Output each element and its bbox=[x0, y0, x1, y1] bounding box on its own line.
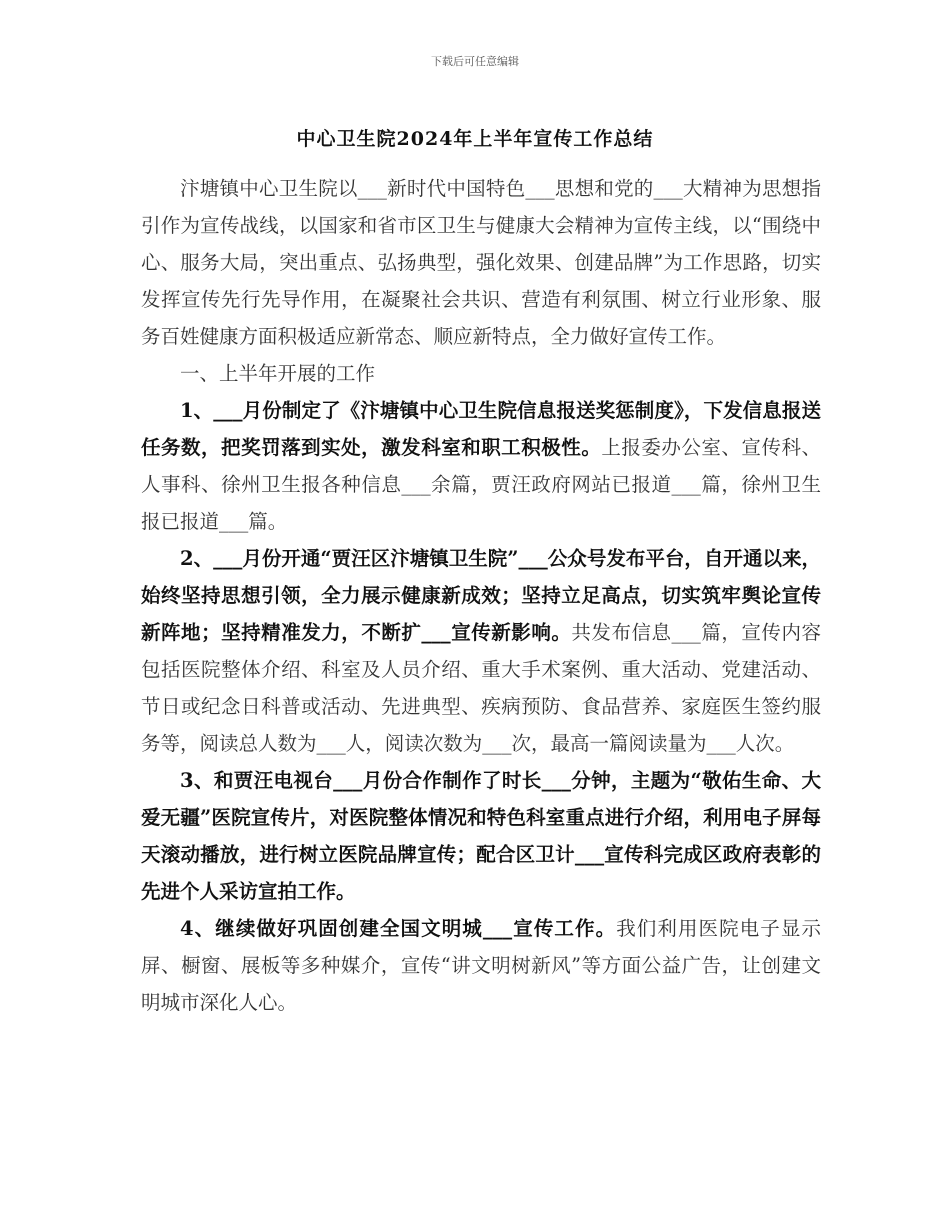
paragraph-intro bbox=[141, 170, 821, 355]
item-1-bold-text: 1、___月份制定了《汴塘镇中心卫生院信息报送奖惩制度》，下发信息报送任务数，把奖罚落到实处，激发科室和职工积极性。 bbox=[141, 399, 821, 459]
paragraph-item-3 bbox=[141, 762, 821, 910]
intro-text: 汴塘镇中心卫生院以___新时代中国特色___思想和党的___大精神为思想指引作为宣传战线，以国家和省市区卫生与健康大会精神为宣传主线，以“围绕中心、服务大局，突出重点、弘扬典型，强化效果、创建品牌”为工作思路，切实发挥宣传先行先导作用，在凝聚社会共识、营造有利氛围、树立行业形象、服务百姓健康方面积极适应新常态、顺应新特点，全力做好宣传工作。 bbox=[141, 177, 821, 348]
section-heading bbox=[141, 355, 821, 392]
section-heading-text: 一、上半年开展的工作 bbox=[180, 362, 376, 385]
item-3-bold-text: 3、和贾汪电视台___月份合作制作了时长___分钟，主题为“敬佑生命、大爱无疆”医院宣传片，对医院整体情况和特色科室重点进行介绍，利用电子屏每天滚动播放，进行树立医院品牌宣传；配合区卫计___宣传科完成区政府表彰的先进个人采访宣拍工作。 bbox=[141, 769, 821, 903]
document-body bbox=[141, 170, 821, 1021]
item-1-normal-text: 上报委办公室、宣传科、人事科、徐州卫生报各种信息___余篇，贾汪政府网站已报道___篇，徐州卫生报已报道___篇。 bbox=[141, 436, 821, 533]
page-header: 下载后可任意编辑 bbox=[431, 55, 519, 68]
paragraph-item-2 bbox=[141, 540, 821, 762]
item-4-normal-text: 我们利用医院电子显示屏、橱窗、展板等多种媒介，宣传“讲文明树新风”等方面公益广告，让创建文明城市深化人心。 bbox=[141, 917, 821, 1014]
item-2-bold-text: 2、___月份开通“贾汪区汴塘镇卫生院”___公众号发布平台，自开通以来，始终坚持思想引领，全力展示健康新成效；坚持立足高点，切实筑牢舆论宣传新阵地；坚持精准发力，不断扩___宣传新影响。 bbox=[141, 547, 821, 644]
paragraph-item-1 bbox=[141, 392, 821, 540]
item-2-normal-text: 共发布信息___篇，宣传内容包括医院整体介绍、科室及人员介绍、重大手术案例、重大活动、党建活动、节日或纪念日科普或活动、先进典型、疾病预防、食品营养、家庭医生签约服务等，阅读总人数为___人，阅读次数为___次，最高一篇阅读量为___人次。 bbox=[141, 621, 821, 755]
item-4-bold-text: 4、继续做好巩固创建全国文明城___宣传工作。 bbox=[180, 917, 617, 940]
document-title: 中心卫生院2024年上半年宣传工作总结 bbox=[296, 128, 654, 150]
paragraph-item-4 bbox=[141, 910, 821, 1021]
